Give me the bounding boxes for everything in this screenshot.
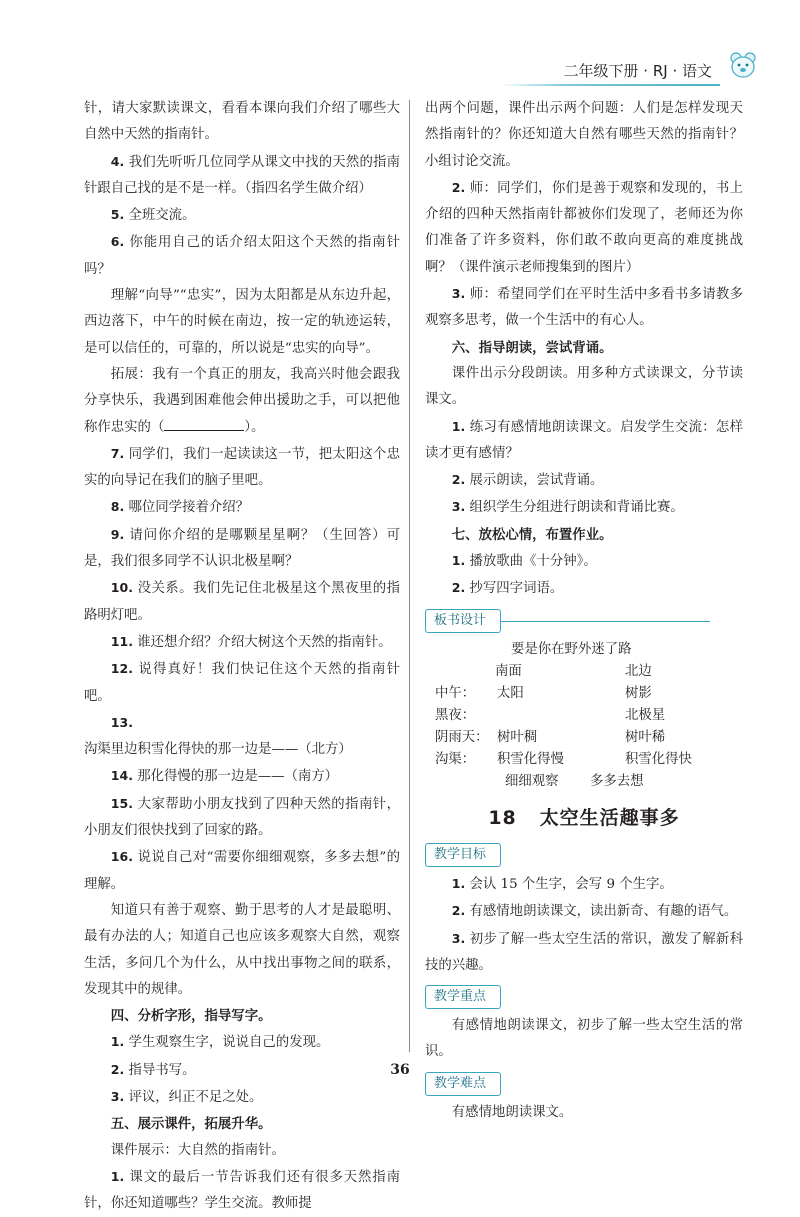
item-number: 1. bbox=[451, 553, 466, 569]
paragraph bbox=[84, 494, 400, 521]
board-title: 要是你在野外迷了路 bbox=[511, 641, 632, 657]
paragraph-text: 针，请大家默读课文，看看本课向我们介绍了哪些大自然中天然的指南针。 bbox=[84, 101, 400, 143]
paragraph-text: 谁还想介绍？介绍大树这个天然的指南针。 bbox=[132, 634, 392, 650]
item-number: 5. bbox=[110, 207, 125, 223]
answer-blank bbox=[164, 416, 244, 431]
item-number: 14. bbox=[110, 768, 133, 784]
page-header bbox=[500, 52, 740, 90]
right-paragraphs bbox=[425, 96, 743, 603]
paragraph-text: 课件出示分段朗读。用多种方式读课文，分节读课文。 bbox=[425, 365, 743, 408]
paragraph-text: 四、分析字形，指导写字。 bbox=[110, 1008, 272, 1025]
lesson-heading bbox=[425, 805, 743, 831]
item-number: 2. bbox=[110, 1061, 125, 1077]
board-footer-right: 多多去想 bbox=[590, 773, 644, 789]
teaching-goals bbox=[425, 871, 743, 979]
board-design bbox=[425, 637, 743, 795]
item-number: 3. bbox=[451, 499, 466, 515]
column-divider bbox=[409, 100, 410, 1052]
header-rule bbox=[500, 84, 720, 86]
paragraph-text: 大家帮助小朋友找到了四种天然的指南针，小朋友们很快找到了回家的路。 bbox=[84, 796, 400, 839]
teaching-key-text: 有感情地朗读课文，初步了解一些太空生活的常识。 bbox=[425, 1018, 743, 1060]
paragraph-text: 沟渠里边积雪化得快的那一边是——（北方） bbox=[84, 742, 352, 758]
item-number: 12. bbox=[110, 661, 133, 677]
item-number: 2. bbox=[451, 903, 466, 919]
item-number: 3. bbox=[451, 930, 466, 946]
board-row-south: 树叶稠 bbox=[497, 729, 538, 745]
paragraph bbox=[84, 656, 400, 710]
item-number: 7. bbox=[110, 445, 125, 461]
paragraph bbox=[425, 414, 743, 468]
paragraph bbox=[425, 96, 743, 175]
board-row-south: 积雪化得慢 bbox=[497, 751, 564, 767]
item-number: 16. bbox=[110, 849, 133, 865]
teaching-key-tag: 教学重点 bbox=[425, 985, 501, 1009]
paragraph bbox=[84, 575, 400, 629]
item-number: 1. bbox=[451, 875, 466, 891]
paragraph-text: 初步了解一些太空生活的常识，激发了解新科技的兴趣。 bbox=[425, 931, 743, 973]
item-number: 13. bbox=[110, 714, 133, 730]
paragraph-text: 抄写四字词语。 bbox=[465, 581, 564, 597]
item-number: 3. bbox=[110, 1088, 125, 1104]
paragraph-text: 你能用自己的话介绍太阳这个天然的指南针吗？ bbox=[84, 235, 400, 277]
board-footer-left: 细细观察 bbox=[505, 773, 559, 789]
paragraph bbox=[84, 149, 400, 203]
paragraph-text: 那化得慢的那一边是——（南方） bbox=[132, 769, 339, 785]
paragraph-text: 六、指导朗读，尝试背诵。 bbox=[451, 339, 613, 356]
paragraph bbox=[84, 791, 400, 845]
item-number: 1. bbox=[451, 418, 466, 434]
bear-mascot-icon bbox=[728, 50, 758, 80]
left-column bbox=[84, 96, 400, 1217]
paragraph-text: 评议，纠正不足之处。 bbox=[124, 1089, 263, 1105]
paragraph-text: 全班交流。 bbox=[124, 208, 196, 224]
paragraph bbox=[84, 629, 400, 656]
item-number: 2. bbox=[451, 472, 466, 488]
paragraph bbox=[84, 96, 400, 149]
paragraph bbox=[425, 575, 743, 602]
paragraph bbox=[425, 361, 743, 414]
paragraph-text: 学生观察生字，说说自己的发现。 bbox=[124, 1035, 330, 1051]
right-column bbox=[425, 96, 743, 1126]
paragraph bbox=[425, 898, 743, 925]
paragraph-text: 展示朗读，尝试背诵。 bbox=[465, 473, 604, 489]
paragraph bbox=[84, 202, 400, 229]
board-row-north: 北极星 bbox=[625, 707, 666, 723]
paragraph-text: 没关系。我们先记住北极星这个黑夜里的指路明灯吧。 bbox=[84, 581, 400, 623]
paragraph-text: 出两个问题，课件出示两个问题：人们是怎样发现天然指南针的？你还知道大自然有哪些天然的指南针？小组讨论交流。 bbox=[425, 101, 743, 169]
paragraph bbox=[425, 281, 743, 335]
paragraph-text: 同学们，我们一起读读这一节，把太阳这个忠实的向导记在我们的脑子里吧。 bbox=[84, 446, 400, 489]
paragraph bbox=[84, 441, 400, 495]
paragraph-text: 五、展示课件，拓展升华。 bbox=[110, 1116, 272, 1133]
paragraph bbox=[84, 1003, 400, 1029]
item-number: 2. bbox=[451, 580, 466, 596]
paragraph bbox=[425, 335, 743, 361]
paragraph-text: 指导书写。 bbox=[124, 1062, 196, 1078]
paragraph-text: 师：同学们，你们是善于观察和发现的，书上介绍的四种天然指南针都被你们发现了，老师还为你们准备了许多资料，你们敢不敢向更高的难度挑战啊？（课件演示老师搜集到的图片） bbox=[425, 180, 743, 275]
teaching-difficulty-tag: 教学难点 bbox=[425, 1072, 501, 1096]
item-number: 1. bbox=[110, 1168, 125, 1184]
item-number: 3. bbox=[451, 286, 466, 302]
board-row-label: 沟渠： bbox=[435, 751, 476, 767]
paragraph bbox=[84, 522, 400, 576]
paragraph bbox=[84, 1164, 400, 1217]
paragraph-text: 会认 15 个生字，会写 9 个生字。 bbox=[465, 876, 673, 892]
paragraph-text: 七、放松心情，布置作业。 bbox=[451, 526, 613, 543]
paragraph bbox=[84, 898, 400, 1003]
paragraph-text: 哪位同学接着介绍？ bbox=[124, 500, 250, 516]
board-design-tag: 板书设计 bbox=[425, 609, 501, 633]
item-number: 2. bbox=[451, 179, 466, 195]
paragraph-text: 拓展：我有一个真正的朋友，我高兴时他会跟我分享快乐，我遇到困难他会伸出援助之手，可以把他称作忠实的（ bbox=[84, 366, 400, 435]
paragraph bbox=[84, 844, 400, 898]
paragraph bbox=[425, 494, 743, 521]
page-number: 36 bbox=[390, 1062, 410, 1078]
paragraph-tail: ）。 bbox=[244, 419, 265, 435]
paragraph bbox=[425, 522, 743, 548]
paragraph bbox=[84, 1111, 400, 1137]
item-number: 15. bbox=[110, 795, 133, 811]
paragraph-text: 有感情地朗读课文，读出新奇、有趣的语气。 bbox=[465, 904, 738, 920]
lesson-title: 太空生活趣事多 bbox=[539, 806, 680, 829]
item-number: 10. bbox=[110, 580, 133, 596]
paragraph bbox=[425, 871, 743, 898]
paragraph-text: 师：希望同学们在平时生活中多看书多请教多观察多思考，做一个生活中的有心人。 bbox=[425, 287, 743, 329]
paragraph bbox=[84, 362, 400, 441]
paragraph-text: 课件展示：大自然的指南针。 bbox=[110, 1142, 285, 1158]
board-col-north: 北边 bbox=[625, 663, 652, 679]
paragraph-text: 播放歌曲《十分钟》。 bbox=[465, 554, 597, 570]
paragraph bbox=[84, 229, 400, 283]
paragraph-text: 知道只有善于观察、勤于思考的人才是最聪明、最有办法的人；知道自己也应该多观察大自然，观察生活，多问几个为什么，从中找出事物之间的联系，发现其中的规律。 bbox=[84, 902, 400, 997]
book-title: 二年级下册 · RJ · 语文 bbox=[563, 62, 712, 80]
board-row-label: 阴雨天： bbox=[435, 729, 489, 745]
paragraph-text: 我们先听听几位同学从课文中找的天然的指南针跟自己找的是不是一样。（指四名学生做介绍） bbox=[84, 154, 400, 196]
paragraph-text: 课文的最后一节告诉我们还有很多天然指南针，你还知道哪些？学生交流。教师提 bbox=[84, 1169, 400, 1212]
paragraph-text: 理解“向导”“忠实”，因为太阳都是从东边升起，西边落下，中午的时候在南边，按一定的轨迹运转，是可以信任的，可靠的，所以说是“忠实的向导”。 bbox=[84, 288, 400, 356]
paragraph bbox=[84, 763, 400, 790]
paragraph bbox=[84, 1138, 400, 1164]
board-col-south: 南面 bbox=[495, 663, 522, 679]
paragraph bbox=[425, 175, 743, 281]
board-row-north: 树影 bbox=[625, 685, 652, 701]
lesson-number: 18 bbox=[488, 806, 517, 829]
paragraph bbox=[84, 1029, 400, 1056]
paragraph bbox=[84, 283, 400, 362]
paragraph-text: 组织学生分组进行朗读和背诵比赛。 bbox=[465, 500, 684, 516]
board-row-north: 积雪化得快 bbox=[625, 751, 692, 767]
board-row-label: 中午： bbox=[435, 685, 476, 701]
item-number: 4. bbox=[110, 153, 125, 169]
item-number: 9. bbox=[110, 526, 125, 542]
teaching-difficulty-text: 有感情地朗读课文。 bbox=[451, 1104, 573, 1120]
paragraph-text: 请问你介绍的是哪颗星星啊？（生回答）可是，我们很多同学不认识北极星啊？ bbox=[84, 527, 400, 570]
paragraph bbox=[84, 1084, 400, 1111]
board-row-label: 黑夜： bbox=[435, 707, 476, 723]
paragraph-text: 说说自己对“需要你细细观察，多多去想”的理解。 bbox=[84, 850, 400, 892]
paragraph-text: 说得真好！我们快记住这个天然的指南针吧。 bbox=[84, 662, 400, 704]
paragraph bbox=[425, 926, 743, 980]
board-row-south: 太阳 bbox=[497, 685, 524, 701]
paragraph-text: 练习有感情地朗读课文。启发学生交流：怎样读才更有感情？ bbox=[425, 419, 743, 461]
board-row-north: 树叶稀 bbox=[625, 729, 666, 745]
item-number: 11. bbox=[110, 633, 133, 649]
paragraph bbox=[84, 710, 400, 764]
paragraph bbox=[425, 467, 743, 494]
teaching-goals-tag: 教学目标 bbox=[425, 843, 501, 867]
item-number: 1. bbox=[110, 1034, 125, 1050]
item-number: 8. bbox=[110, 499, 125, 515]
item-number: 6. bbox=[110, 234, 125, 250]
paragraph bbox=[425, 548, 743, 575]
